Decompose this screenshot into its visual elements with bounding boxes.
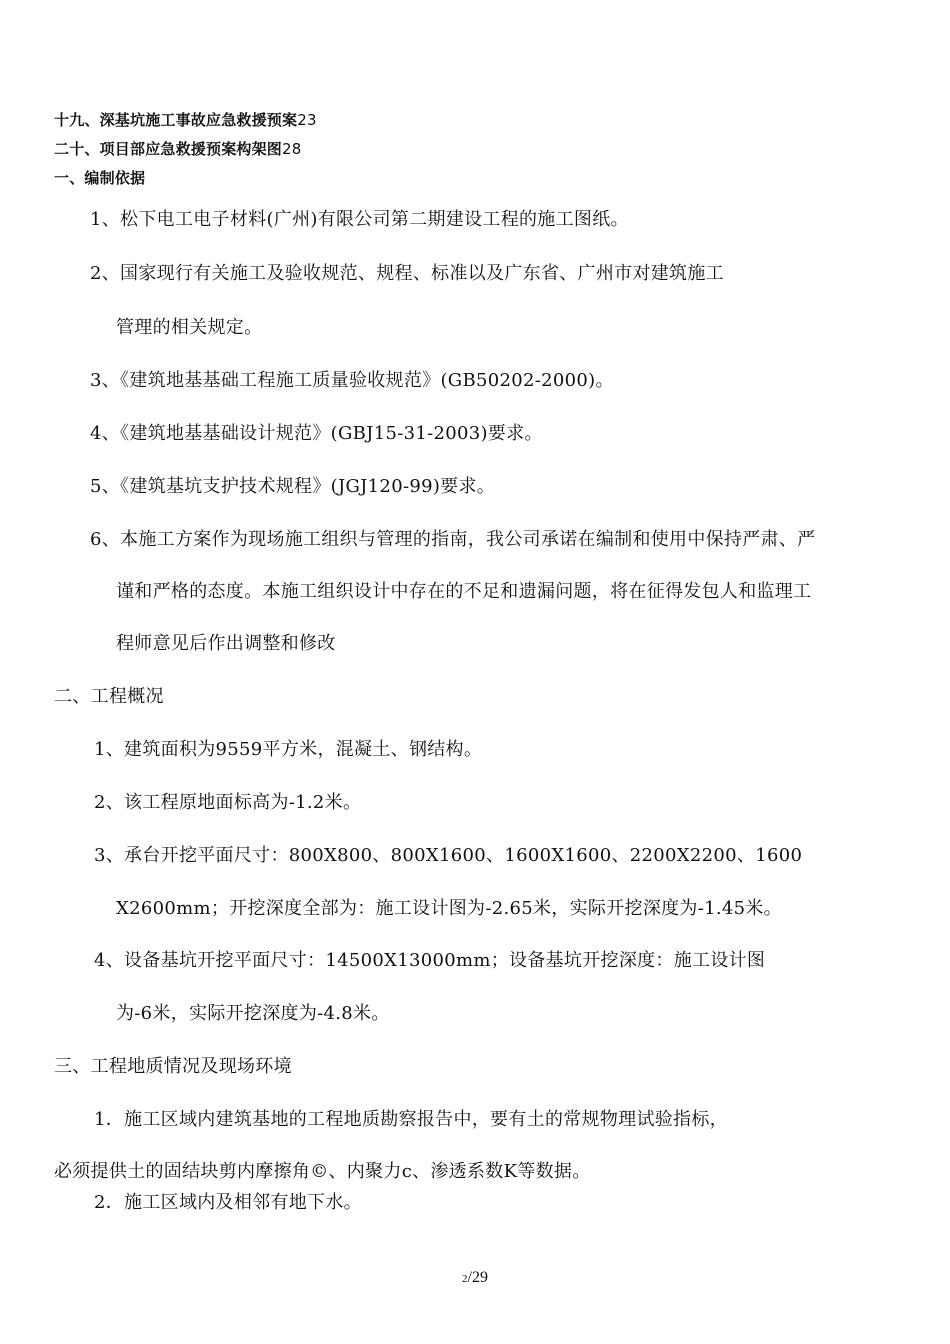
page-number	[0, 1268, 950, 1289]
basis-item-5: 5、《建筑基坑支护技术规程》(JGJ120-99)要求。	[90, 476, 496, 497]
toc-entry-page: 23	[297, 111, 317, 129]
overview-item-3-cont: X2600mm；开挖深度全部为：施工设计图为-2.65米，实际开挖深度为-1.45米。	[116, 898, 782, 919]
toc-entry-20[interactable]	[54, 139, 302, 159]
basis-item-6-cont-2: 程师意见后作出调整和修改	[116, 633, 336, 654]
basis-item-1: 1、松下电工电子材料(广州)有限公司第二期建设工程的施工图纸。	[90, 209, 629, 230]
section-heading-basis: 一、编制依据	[54, 169, 146, 187]
basis-item-6: 6、本施工方案作为现场施工组织与管理的指南，我公司承诺在编制和使用中保持严肃、严	[90, 529, 816, 550]
toc-entry-title: 十九、深基坑施工事故应急救援预案	[54, 111, 298, 129]
basis-item-2: 2、国家现行有关施工及验收规范、规程、标准以及广东省、广州市对建筑施工	[90, 263, 724, 284]
geology-item-2: 2．施工区域内及相邻有地下水。	[94, 1192, 362, 1213]
geology-item-1: 1．施工区域内建筑基地的工程地质勘察报告中，要有土的常规物理试验指标，	[94, 1109, 728, 1130]
basis-item-3: 3、《建筑地基基础工程施工质量验收规范》(GB50202-2000)。	[90, 370, 614, 391]
section-heading-overview: 二、工程概况	[54, 686, 164, 707]
toc-entry-page: 28	[282, 140, 302, 158]
overview-item-3: 3、承台开挖平面尺寸：800X800、800X1600、1600X1600、2200X2200、1600	[94, 845, 803, 866]
basis-item-2-cont: 管理的相关规定。	[116, 317, 263, 338]
geology-item-1-cont: 必须提供土的固结块剪内摩擦角©、内聚力c、渗透系数K等数据。	[54, 1161, 591, 1182]
page-total: /29	[467, 1269, 488, 1286]
page-current: 2	[462, 1273, 468, 1285]
section-heading-geology: 三、工程地质情况及现场环境	[54, 1056, 292, 1077]
overview-item-2: 2、该工程原地面标高为-1.2米。	[94, 792, 362, 813]
basis-item-6-cont-1: 谨和严格的态度。本施工组织设计中存在的不足和遗漏问题，将在征得发包人和监理工	[116, 581, 812, 602]
toc-entry-title: 二十、项目部应急救援预案构架图	[54, 140, 283, 158]
toc-entry-19[interactable]	[54, 110, 317, 130]
basis-item-4: 4、《建筑地基基础设计规范》(GBJ15-31-2003)要求。	[90, 423, 543, 444]
overview-item-4: 4、设备基坑开挖平面尺寸：14500X13000mm；设备基坑开挖深度：施工设计图	[94, 950, 766, 971]
overview-item-4-cont: 为-6米，实际开挖深度为-4.8米。	[116, 1003, 390, 1024]
overview-item-1: 1、建筑面积为9559平方米，混凝土、钢结构。	[94, 739, 483, 760]
